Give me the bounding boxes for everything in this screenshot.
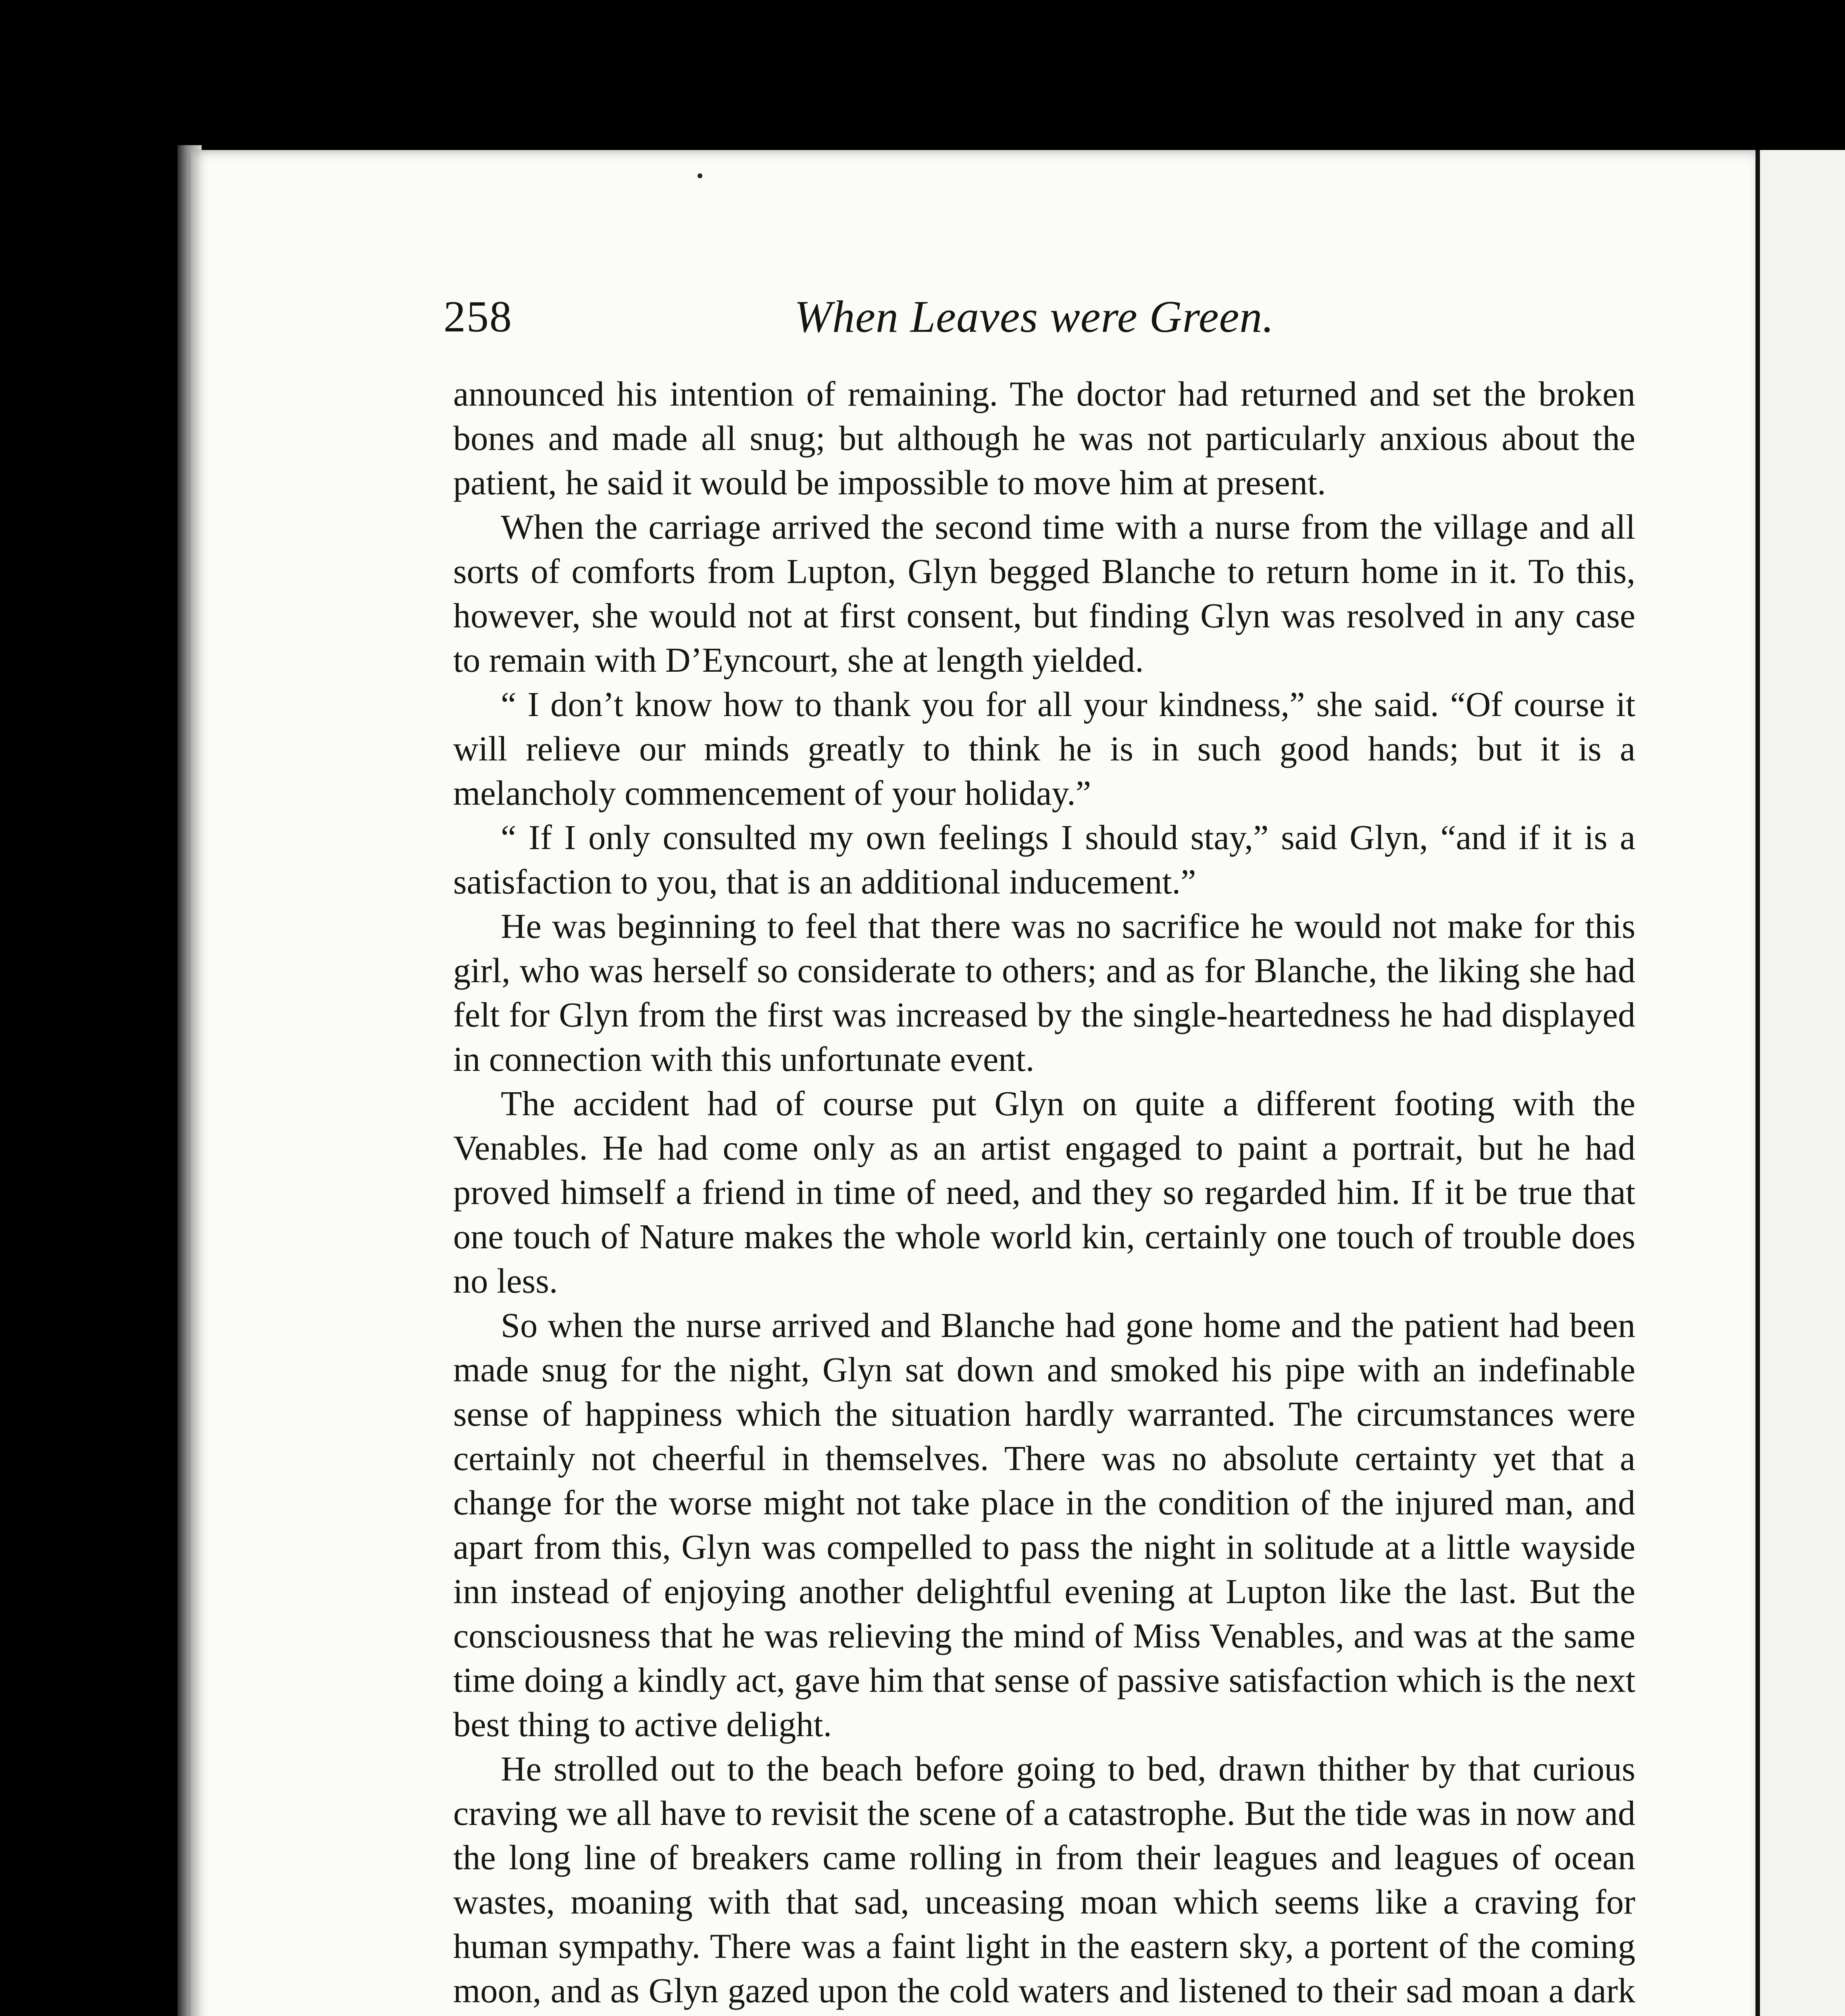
page-number: 258 [444, 292, 512, 341]
paragraph-8: He strolled out to the beach before going to bed, drawn thither by that curious craving we all have to revisit the scene of a catastrophe. But the tide was in now and the long line of breakers came rolling in from their leagues and leagues of ocean wastes, moaning with that sad, unceasing moan which seems like a craving for human sympathy. There was a faint light in the eastern sky, a portent of the coming moon, and as Glyn gazed upon the cold waters and listened to their sad moan a dark [453, 1749, 1635, 2010]
running-head [444, 291, 1653, 352]
paragraph-2: When the carriage arrived the second time with a nurse from the village and all sorts of comforts from Lupton, Glyn begged Blanche to return home in it. To this, however, she would not at first consent, but finding Glyn was resolved in any case to remain with D’Eyncourt, she at length yielded. [453, 508, 1635, 679]
scan-speck [698, 173, 702, 178]
body-text [453, 372, 1635, 2016]
paragraph-1: announced his intention of remaining. The doctor had returned and set the broken bones and made all snug; but although he was not particularly anxious about the patient, he said it would be impossible to move him at present. [453, 375, 1635, 502]
paragraph-6: The accident had of course put Glyn on quite a different footing with the Venables. He had come only as an artist engaged to paint a portrait, but he had proved himself a friend in time of need, and they so regarded him. If it be true that one touch of Nature makes the whole world kin, certainly one touch of trouble does no less. [453, 1084, 1635, 1300]
paragraph-4: “ If I only consulted my own feelings I should stay,” said Glyn, “and if it is a satisfaction to you, that is an additional inducement.” [453, 818, 1635, 901]
paragraph-7: So when the nurse arrived and Blanche had gone home and the patient had been made snug for the night, Glyn sat down and smoked his pipe with an indefinable sense of happiness which the situation hardly warranted. The circumstances were certainly not cheerful in themselves. There was no absolute certainty yet that a change for the worse might not take place in the condition of the injured man, and apart from this, Glyn was compelled to pass the night in solitude at a little wayside inn instead of enjoying another delightful evening at Lupton like the last. But the consciousness that he was relieving the mind of Miss Venables, and was at the same time doing a kindly act, gave him that sense of passive satisfaction which is the next best thing to active delight. [453, 1306, 1635, 1744]
paragraph-3: “ I don’t know how to thank you for all your kindness,” she said. “Of course it will relieve our minds greatly to think he is in such good hands; but it is a melancholy commencement of your holiday.” [453, 685, 1635, 812]
running-title: When Leaves were Green. [794, 292, 1274, 342]
paragraph-5: He was beginning to feel that there was no sacrifice he would not make for this girl, who was herself so considerate to others; and as for Blanche, the liking she had felt for Glyn from the first was increased by the single-heartedness he had displayed in connection with this unfortunate event. [453, 907, 1635, 1079]
adjacent-page-sliver [1760, 150, 1845, 2016]
